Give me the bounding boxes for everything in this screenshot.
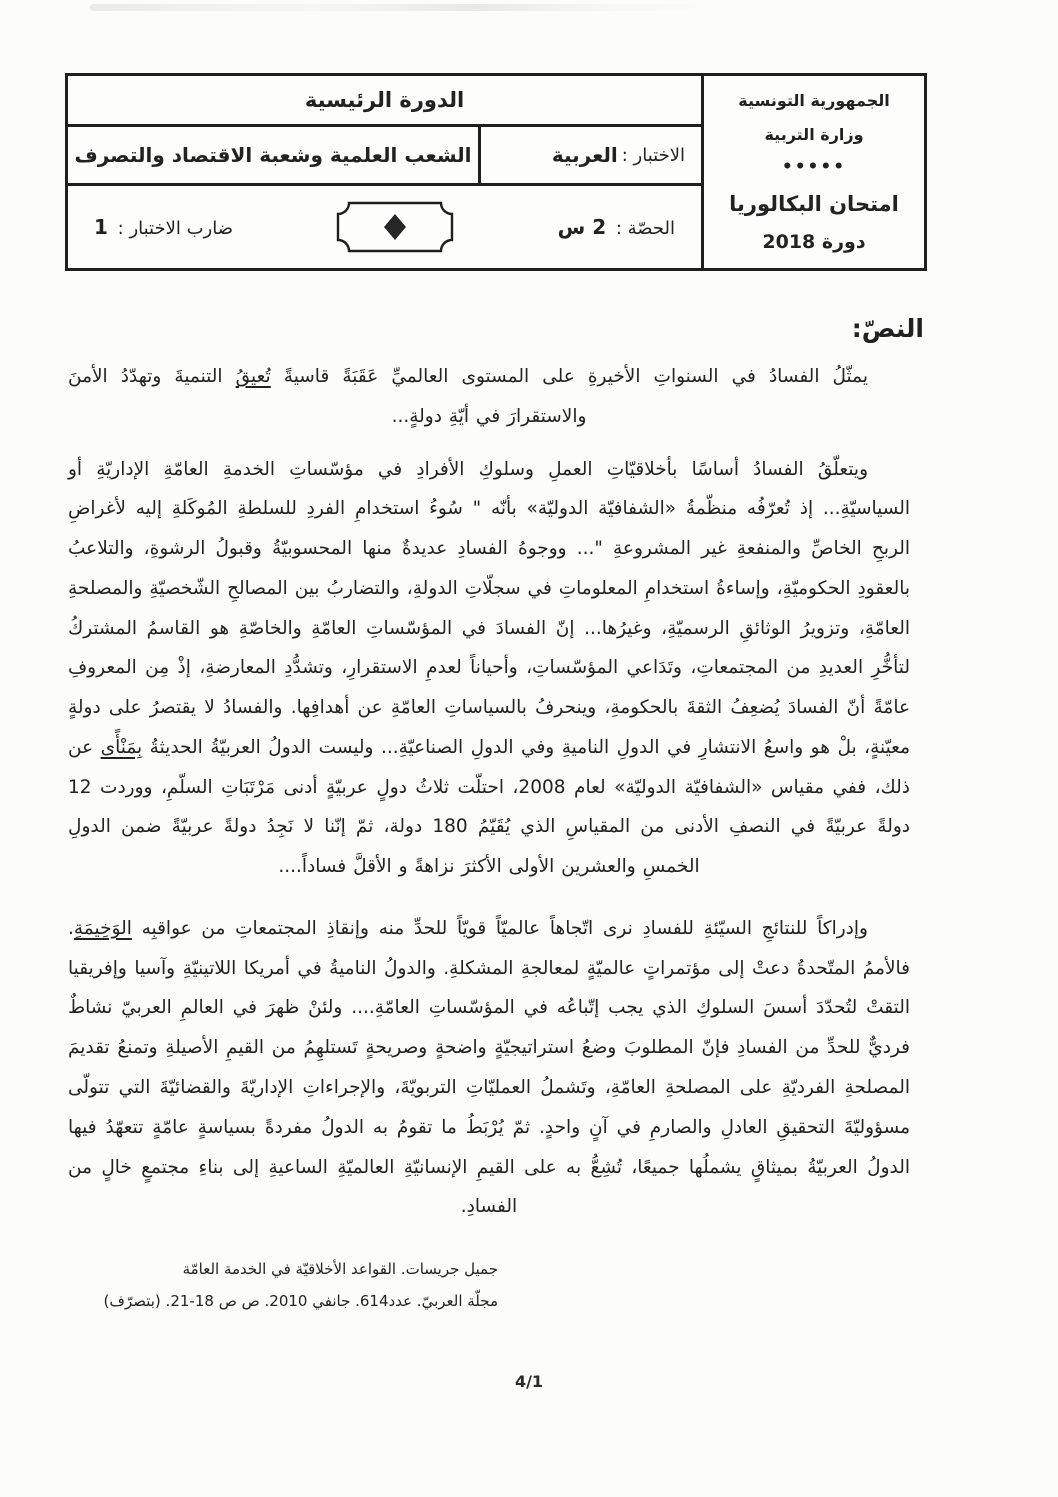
text-segment: التنميةَ وتهدّدُ الأمنَ والاستقرارَ في أيّةِ دولةٍ... — [68, 366, 587, 427]
text-segment: . فالأممُ المتّحدةُ دعتْ إلى مؤتمراتٍ عالميّةٍ لمعالجةِ المشكلةِ. والدولُ الناميةُ في أمريكا اللاتينيّةِ وآسيا وإفريقيا التقتْ لتُحدّدَ أسسَ السلوكِ الذي يجب إتّباعُه في المؤسّساتِ العامّةِ.... ولئنْ ظهرَ في العالمِ العربيّ نشاطٌ فرديٌّ للحدِّ من الفسادِ فإنّ المطلوبَ وضعُ استراتيجيّةٍ واضحةٍ وصريحةٍ تَستلهِمُ من القيمِ الأصيلةِ وتمنعُ تقديمَ المصلحةِ الفرديّةِ على المصلحةِ العامّةِ، وتَشملُ العمليّاتِ التربويّةَ، والإجراءاتِ الإداريّةَ والقضائيّةَ التي تتولّى مسؤوليّةَ التحقيقِ العادلِ والصارمِ في آنٍ واحدٍ. ثمّ يُرْبَطُ ما تقومُ به الدولُ مفردةً بسياسةٍ عامّةٍ تتعهّدُ فيها الدولُ العربيّةُ بميثاقٍ يشملُها جميعًا، تُشِعُّ به على القيمِ الإنسانيّةِ العالميّةِ الساعيةِ إلى بناءِ مجتمعٍ خالٍ من الفسادِ. — [68, 917, 910, 1218]
republic-line: الجمهورية التونسية — [738, 90, 890, 110]
ministry-line: وزارة التربية — [764, 125, 864, 145]
text-title: النصّ: — [851, 314, 924, 343]
passage — [68, 357, 910, 1227]
subject-label: الاختبار : — [621, 144, 685, 166]
coefficient-value: 1 — [94, 215, 108, 239]
page-number: 4/1 — [514, 1372, 544, 1391]
separator-dots-icon: ••••• — [781, 157, 847, 178]
session-year: دورة 2018 — [762, 231, 866, 254]
subject-cell — [478, 127, 701, 183]
passage-section — [68, 314, 924, 1318]
exam-header-box — [65, 73, 927, 271]
meta-row — [68, 186, 701, 268]
passage-paragraph-2 — [68, 450, 910, 887]
diamond-plaque — [335, 200, 455, 254]
citation-author-line: جميل جريسات. القواعد الأخلاقيّة في الخدمة العامّة — [182, 1260, 498, 1279]
branches-cell: الشعب العلمية وشعبة الاقتصاد والتصرف — [74, 143, 472, 167]
text-segment: ويتعلّقُ الفسادُ أساسًا بأخلاقيّاتِ العملِ وسلوكِ الأفرادِ في مؤسّساتِ الخدمةِ العامّةِ الإداريّةِ أو السياسيّةِ... إذ تُعرّفُه منظّمةُ «الشفافيّة الدوليّة» بأنّه " سُوءُ استخدامِ الفردِ للسلطةِ المُوكَلةِ إليه لأغراضِ الربحِ الخاصِّ والمنفعةِ غير المشروعةِ "... ووجوهُ الفسادِ عديدةٌ منها المحسوبيّةُ وقبولُ الرشوةِ، والتلاعبُ بالعقودِ الحكوميّةِ، وإساءةُ استخدامِ المعلوماتِ في سجلّاتِ الدولةِ، والتضاربُ بين المصالحِ الشّخصيّةِ والمصلحةِ العامّةِ، وتزويرُ الوثائقِ الرسميّةِ، وغيرُها... إنّ الفسادَ في المؤسّساتِ العامّةِ والخاصّةِ هو القاسمُ المشتركُ لتأخُّرِ العديدِ من المجتمعاتِ، وتَدَاعي المؤسّساتِ، وأحياناً لعدمِ الاستقرارِ، وتشدُّدِ المعارضةِ، إذْ مِن المعروفِ عامّةً أنّ الفسادَ يُضعِفُ الثقةَ بالحكومةِ، وينحرفُ بالسياساتِ العامّةِ عن أهدافِها. والفسادُ لا يقتصرُ على دولةٍ معيّنةٍ، بلْ هو واسعُ الانتشارِ في الدولِ الناميةِ وفي الدولِ الصناعيّةِ... وليست الدولُ العربيّةُ الحديثةُ — [68, 458, 910, 758]
citation — [68, 1253, 498, 1318]
official-header-panel — [701, 76, 924, 268]
underlined-word: بِمَنْأًى — [100, 736, 143, 758]
scan-smudge — [90, 4, 730, 11]
subject-value: العربية — [551, 143, 618, 167]
info-table — [68, 76, 701, 268]
coefficient-field — [94, 215, 233, 239]
coefficient-label: ضارب الاختبار : — [111, 218, 234, 239]
subject-row — [68, 127, 701, 186]
underlined-word: الوَخِيمَةِ — [73, 917, 132, 939]
duration-value: 2 س — [557, 215, 607, 239]
passage-paragraph-3 — [68, 909, 910, 1227]
text-segment: عن ذلك، ففي مقياس «الشفافيّة الدوليّة» لعام 2008، احتلّت ثلاثُ دولٍ عربيّةٍ أدنى مَرْتَبَاتِ السلّمِ، ووردت 12 دولةً عربيّةً في النصفِ الأدنى من المقياسِ الذي يُقَيّمُ 180 دولة، ثمّ إنّنا لا نَجِدُ دولةً عربيّةً ضمن الدولِ الخمسِ والعشرين الأولى الأكثرَ نزاهةً و الأقلَّ فساداً.... — [68, 736, 911, 878]
exam-name: امتحان البكالوريا — [729, 191, 899, 216]
session-row: الدورة الرئيسية — [68, 76, 701, 127]
text-segment: وإدراكاً للنتائجِ السيّئةِ للفسادِ نرى اتّجاهاً عالميّاً قويّاً للحدِّ منه وإنقاذِ المجتمعاتِ من عواقبِه — [131, 917, 868, 939]
duration-label: الحصّة : — [610, 218, 675, 239]
citation-source-line: مجلّة العربيّ. عدد614. جانفي 2010. ص ص 18-21. (بتصرّف) — [103, 1292, 498, 1311]
passage-paragraph-1 — [68, 357, 910, 437]
diamond-icon — [384, 214, 406, 240]
text-segment: يمثّلُ الفسادُ في السنواتِ الأخيرةِ على المستوى العالميِّ عَقَبَةً قاسيةً — [270, 366, 868, 387]
duration-field — [558, 215, 675, 239]
underlined-word: تُعيقُ — [235, 366, 271, 387]
